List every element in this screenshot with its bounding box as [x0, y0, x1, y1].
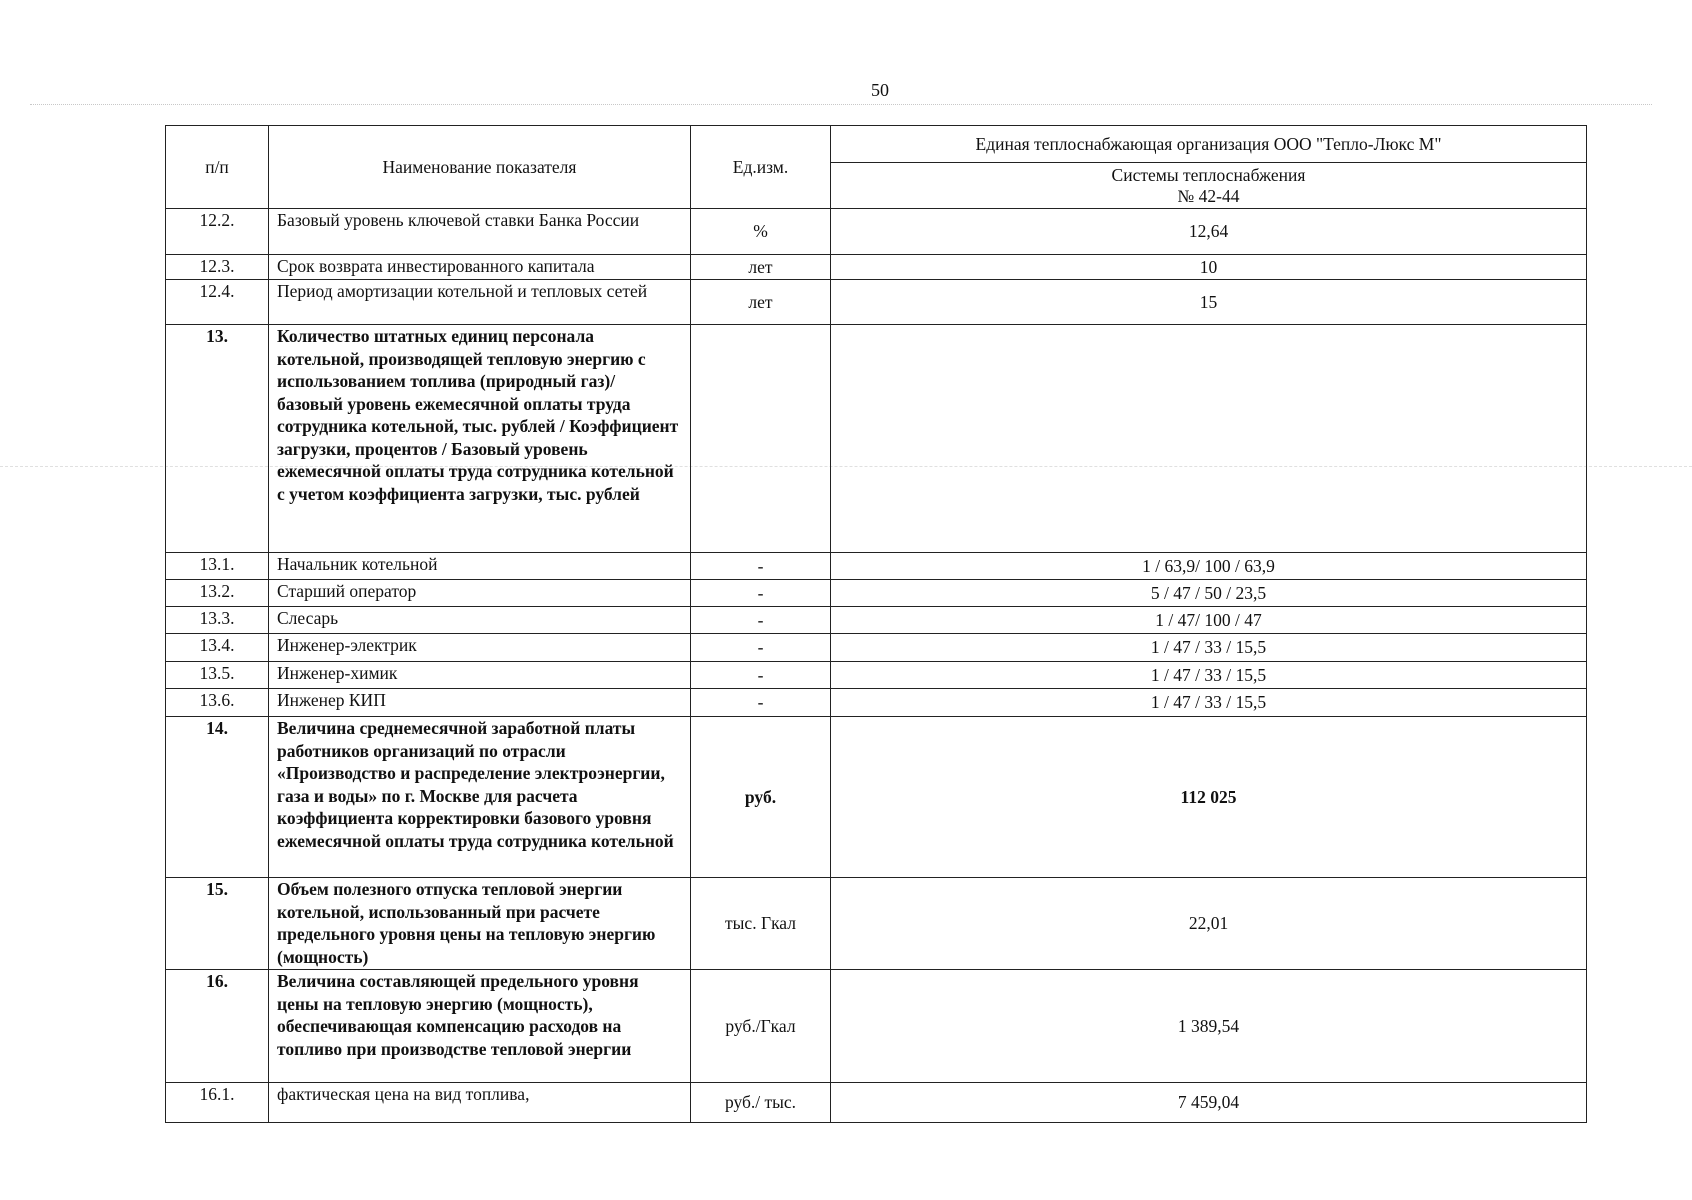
header-unit: Ед.изм. — [691, 126, 831, 209]
row-number: 13.6. — [166, 689, 269, 717]
table-body — [166, 209, 1587, 1123]
header-systems-title: Системы теплоснабжения — [1111, 164, 1306, 185]
indicators-table — [165, 125, 1587, 1123]
row-value: 1 / 47 / 33 / 15,5 — [831, 662, 1587, 689]
row-value: 1 / 63,9/ 100 / 63,9 — [831, 553, 1587, 580]
row-name: Количество штатных единиц персонала котельной, производящей тепловую энергию с использованием топлива (природный газ)/ базовый уровень ежемесячной оплаты труда сотрудника котельной, тыс. рублей / Коэффициент загрузки, процентов / Базовый уровень ежемесячной оплаты труда сотрудника котельной с учетом коэффициента загрузки, тыс. рублей — [269, 325, 691, 553]
row-value: 12,64 — [831, 209, 1587, 255]
row-value: 22,01 — [831, 878, 1587, 970]
row-value: 112 025 — [831, 717, 1587, 878]
row-unit: руб. — [691, 717, 831, 878]
row-number: 13.5. — [166, 662, 269, 689]
row-unit: - — [691, 607, 831, 634]
table-row — [166, 325, 1587, 553]
table-header — [166, 126, 1587, 209]
table-row — [166, 878, 1587, 970]
row-number: 14. — [166, 717, 269, 878]
table-row — [166, 255, 1587, 280]
row-number: 12.4. — [166, 280, 269, 325]
row-unit: лет — [691, 255, 831, 280]
row-value: 7 459,04 — [831, 1083, 1587, 1123]
table-row — [166, 717, 1587, 878]
row-number: 13.4. — [166, 634, 269, 662]
table-row — [166, 607, 1587, 634]
header-systems-number: № 42-44 — [1177, 185, 1240, 206]
row-name: Величина среднемесячной заработной платы работников организаций по отрасли «Производство и распределение электроэнергии, газа и воды» по г. Москве для расчета коэффициента корректировки базового уровня ежемесячной оплаты труда сотрудника котельной — [269, 717, 691, 878]
row-value: 1 389,54 — [831, 970, 1587, 1083]
row-unit: лет — [691, 280, 831, 325]
table-row — [166, 580, 1587, 607]
table-row — [166, 662, 1587, 689]
row-number: 16.1. — [166, 1083, 269, 1123]
table-row — [166, 634, 1587, 662]
row-name: Слесарь — [269, 607, 691, 634]
row-number: 13.3. — [166, 607, 269, 634]
row-name: Срок возврата инвестированного капитала — [269, 255, 691, 280]
row-number: 12.2. — [166, 209, 269, 255]
table-row — [166, 970, 1587, 1083]
row-name: Базовый уровень ключевой ставки Банка России — [269, 209, 691, 255]
row-name: Инженер-электрик — [269, 634, 691, 662]
row-number: 13. — [166, 325, 269, 553]
row-name: Старший оператор — [269, 580, 691, 607]
row-value: 5 / 47 / 50 / 23,5 — [831, 580, 1587, 607]
row-unit: - — [691, 662, 831, 689]
row-value: 10 — [831, 255, 1587, 280]
row-number: 13.2. — [166, 580, 269, 607]
row-name: Объем полезного отпуска тепловой энергии котельной, использованный при расчете предельного уровня цены на тепловую энергию (мощность) — [269, 878, 691, 970]
row-unit: - — [691, 553, 831, 580]
row-name: Начальник котельной — [269, 553, 691, 580]
row-unit — [691, 325, 831, 553]
table-row — [166, 209, 1587, 255]
row-value — [831, 325, 1587, 553]
row-number: 13.1. — [166, 553, 269, 580]
table-row — [166, 1083, 1587, 1123]
header-organization: Единая теплоснабжающая организация ООО "Тепло-Люкс М" — [831, 126, 1587, 163]
header-num: п/п — [166, 126, 269, 209]
row-value: 1 / 47/ 100 / 47 — [831, 607, 1587, 634]
scan-artifact-line — [30, 104, 1652, 105]
row-unit: руб./ тыс. — [691, 1083, 831, 1123]
table-row — [166, 553, 1587, 580]
row-number: 12.3. — [166, 255, 269, 280]
page-number: 50 — [871, 80, 889, 100]
header-systems — [831, 163, 1587, 209]
header-name: Наименование показателя — [269, 126, 691, 209]
row-value: 1 / 47 / 33 / 15,5 — [831, 634, 1587, 662]
table-row — [166, 280, 1587, 325]
table-row — [166, 689, 1587, 717]
row-number: 16. — [166, 970, 269, 1083]
row-unit: руб./Гкал — [691, 970, 831, 1083]
row-name: Инженер КИП — [269, 689, 691, 717]
row-unit: % — [691, 209, 831, 255]
row-unit: - — [691, 634, 831, 662]
row-value: 1 / 47 / 33 / 15,5 — [831, 689, 1587, 717]
row-value: 15 — [831, 280, 1587, 325]
row-number: 15. — [166, 878, 269, 970]
row-name: Период амортизации котельной и тепловых сетей — [269, 280, 691, 325]
row-name: фактическая цена на вид топлива, — [269, 1083, 691, 1123]
row-unit: - — [691, 689, 831, 717]
row-unit: - — [691, 580, 831, 607]
row-unit: тыс. Гкал — [691, 878, 831, 970]
row-name: Инженер-химик — [269, 662, 691, 689]
row-name: Величина составляющей предельного уровня цены на тепловую энергию (мощность), обеспечивающая компенсацию расходов на топливо при производстве тепловой энергии — [269, 970, 691, 1083]
